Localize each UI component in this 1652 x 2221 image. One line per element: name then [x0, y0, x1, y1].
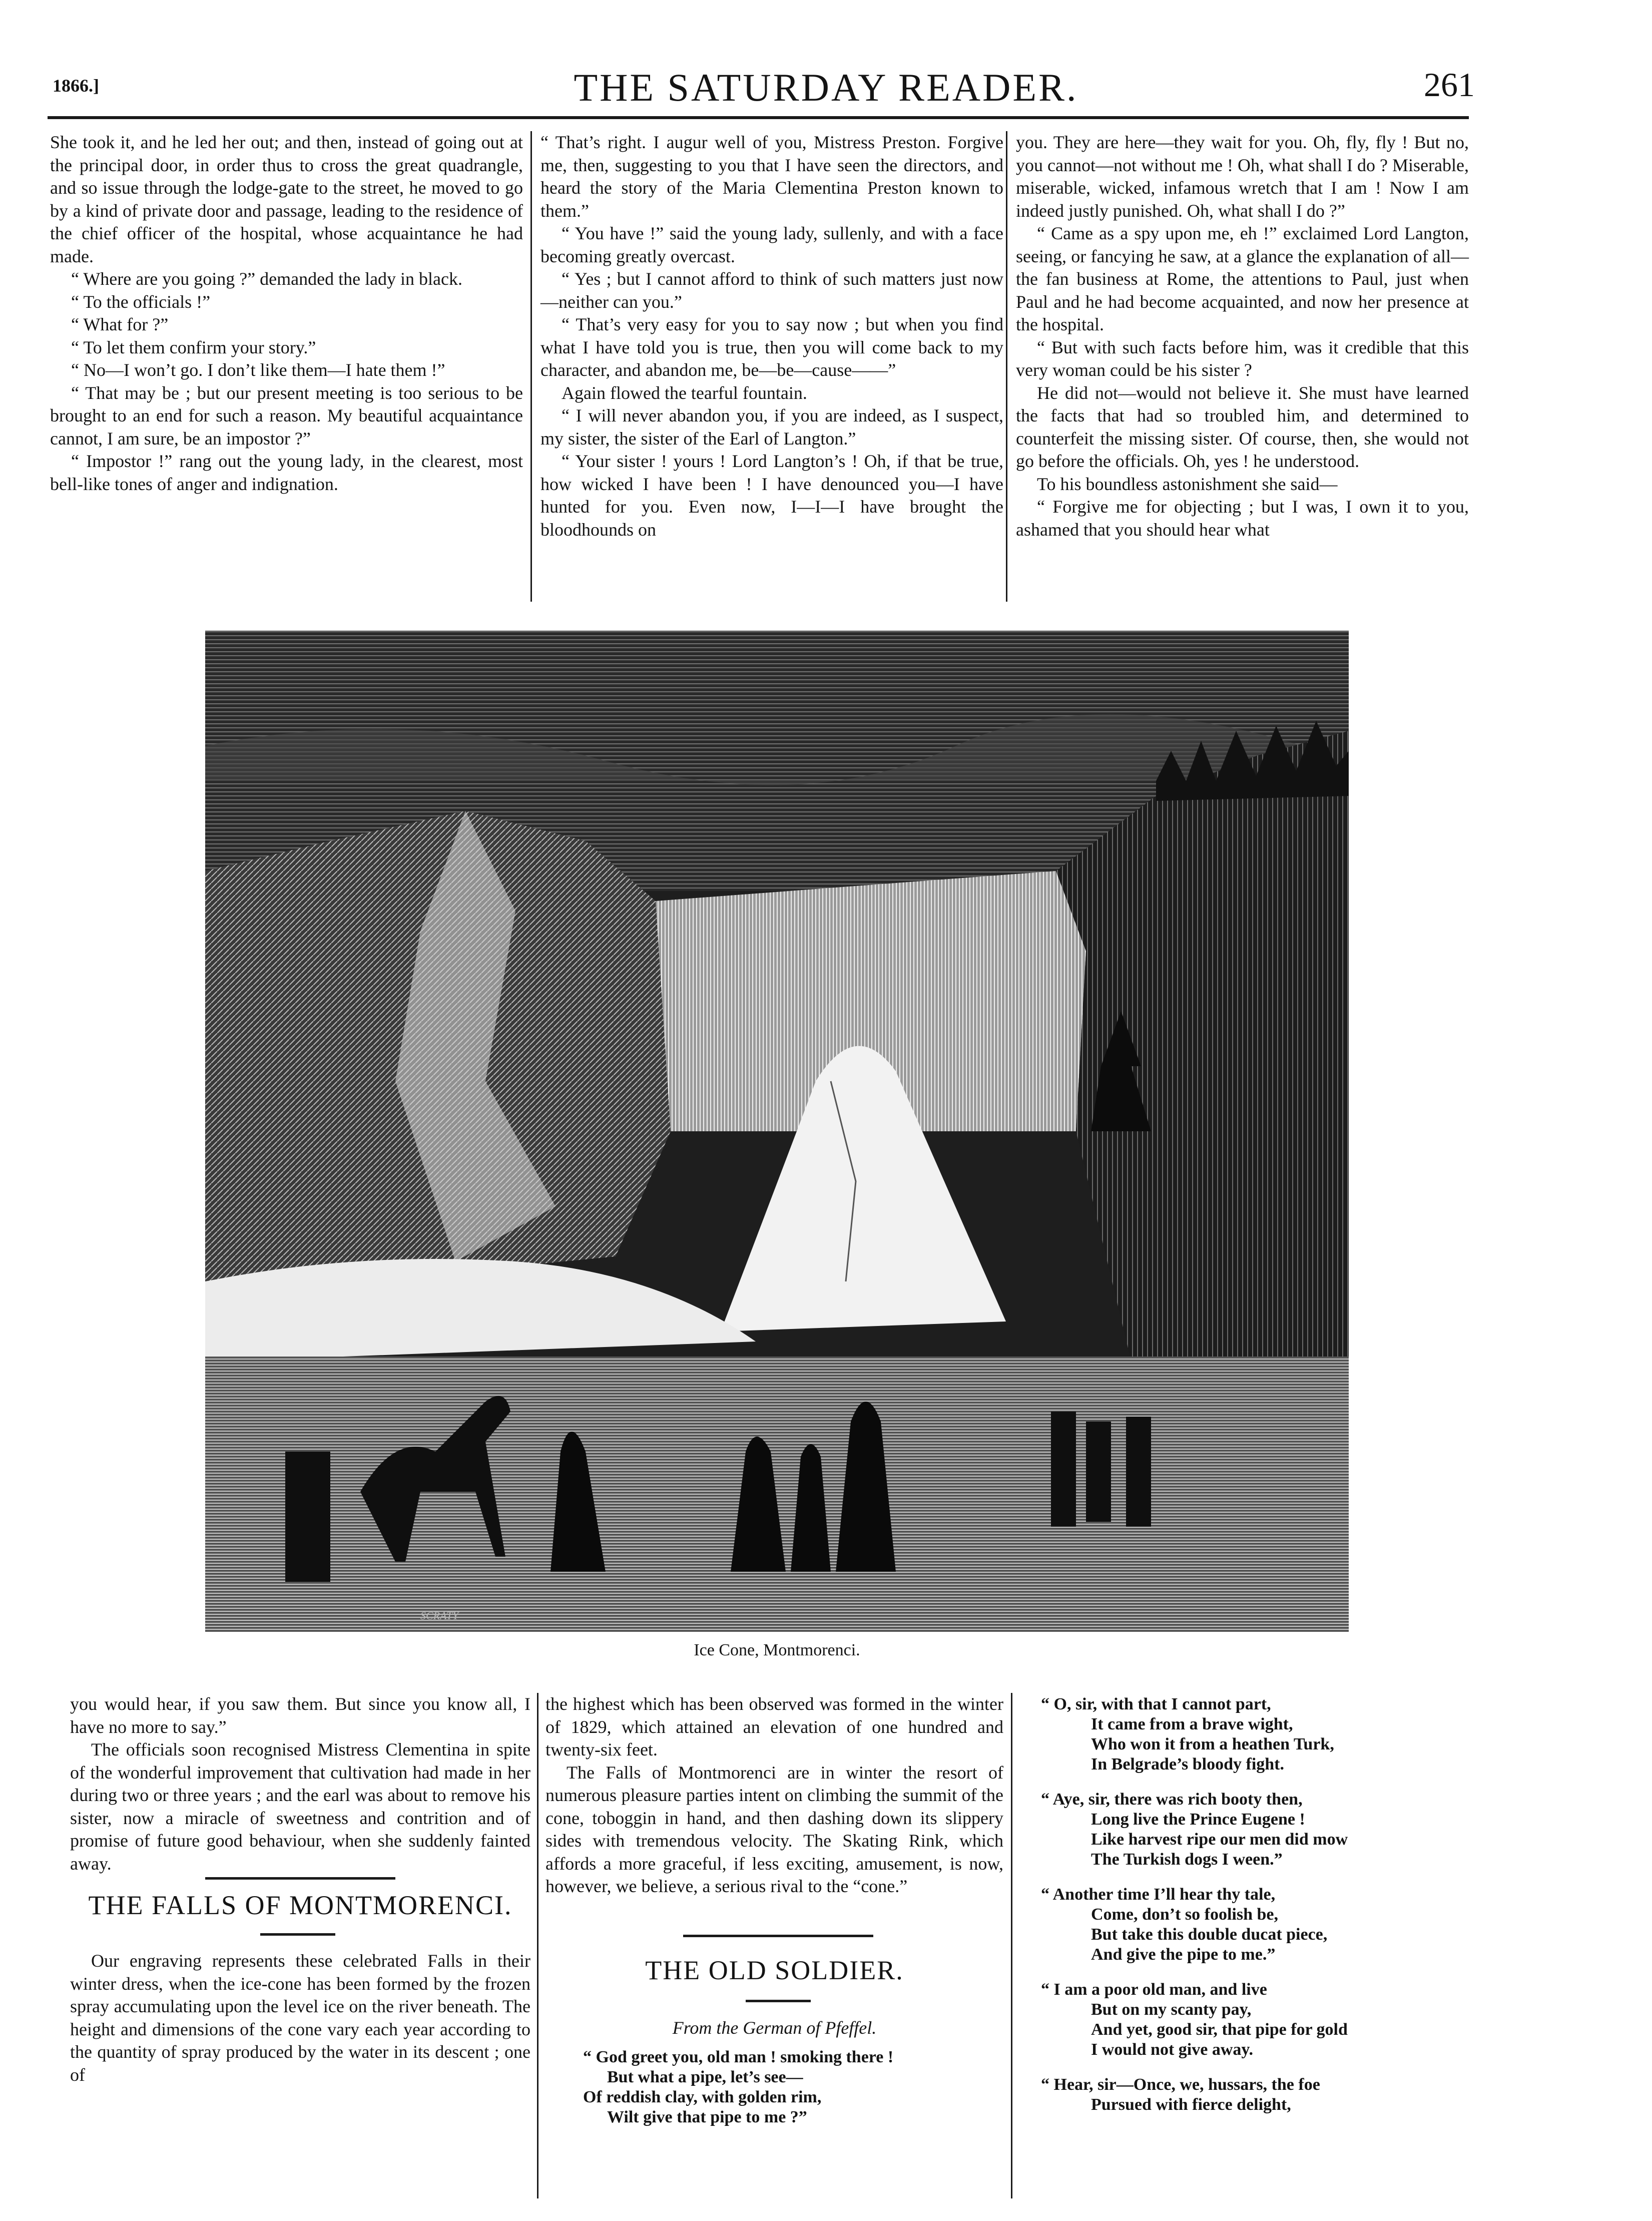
paragraph: you. They are here—they wait for you. Oh, fly, fly ! But no, you cannot—not without me ! Oh, what shall I do ? Miserable, miserable, wicked, infamous wretch that I am ! Now I am indeed justly punished. Oh, what shall I do ?”	[1016, 132, 1469, 221]
poem-line: Pursued with fierce delight,	[1091, 2095, 1291, 2114]
column-divider	[1011, 1693, 1012, 2198]
paragraph: He did not—would not believe it. She must have learned the facts that had so troubled him, and determined to counterfeit the missing sister. Of course, then, she would not go before the officials. Oh, yes ! he understood.	[1016, 382, 1469, 471]
poem-stanza	[1041, 2075, 1471, 2115]
poem-line: In Belgrade’s bloody fight.	[1091, 1755, 1285, 1773]
poem-line: But on my scanty pay,	[1091, 2000, 1252, 2019]
poem-line: The Turkish dogs I ween.”	[1091, 1850, 1283, 1869]
paragraph: “ But with such facts before him, was it credible that this very woman could be his sister ?	[1016, 337, 1469, 380]
poem-line: “ God greet you, old man ! smoking there !	[583, 2048, 894, 2066]
paragraph: “ That’s very easy for you to say now ; but when you find what I have told you is true, then you will come back to my character, and abandon me, be—be—cause——”	[540, 314, 1003, 380]
falls-article-start	[70, 1950, 530, 2086]
column-divider	[530, 131, 532, 602]
paragraph: “ Yes ; but I cannot afford to think of such matters just now—neither can you.”	[540, 269, 1003, 312]
page-number: 261	[1424, 66, 1475, 104]
poem-stanza	[583, 2047, 993, 2127]
paragraph: “ Impostor !” rang out the young lady, in the clearest, most bell-like tones of anger and indignation.	[50, 451, 523, 494]
paragraph: “ Came as a spy upon me, eh !” exclaimed Lord Langton, seeing, or fancying he saw, at a glance the explanation of all—the fan business at Rome, the attentions to Paul, just when Paul and he had become acquainted, and now her presence at the hospital.	[1016, 223, 1469, 334]
paragraph: “ What for ?”	[71, 314, 169, 334]
paragraph: the highest which has been observed was formed in the winter of 1829, which attained an elevation of one hundred and twenty-six feet.	[545, 1694, 1003, 1759]
engraver-signature: SCRATY	[420, 1609, 459, 1622]
header-date: 1866.]	[53, 76, 99, 96]
poem-stanza	[1041, 1980, 1471, 2060]
top-column-3	[1016, 131, 1469, 541]
poem-line: And give the pipe to me.”	[1091, 1945, 1276, 1964]
poem-line: “ Aye, sir, there was rich booty then,	[1041, 1790, 1303, 1809]
poem-line: “ O, sir, with that I cannot part,	[1041, 1695, 1271, 1713]
column-divider	[537, 1693, 538, 2198]
paragraph: Again flowed the tearful fountain.	[562, 382, 807, 403]
paragraph: “ That may be ; but our present meeting is too serious to be brought to an end for such a reason. My beautiful acquaintance cannot, I am sure, be an impostor ?”	[50, 382, 523, 449]
paragraph: “ No—I won’t go. I don’t like them—I hate them !”	[71, 360, 445, 380]
poem-stanza	[1041, 1885, 1471, 1965]
paragraph: you would hear, if you saw them. But since you know all, I have no more to say.”	[70, 1694, 530, 1737]
poem-line: “ Hear, sir—Once, we, hussars, the foe	[1041, 2075, 1320, 2094]
paragraph: To his boundless astonishment she said—	[1037, 474, 1338, 494]
poem-stanza	[1041, 1694, 1471, 1774]
top-column-1	[50, 131, 523, 496]
poem-line: I would not give away.	[1091, 2040, 1253, 2059]
paragraph: She took it, and he led her out; and then, instead of going out at the principal door, in order thus to cross the great quadrangle, and so issue through the lodge-gate to the street, he moved to go by a kind of private door and passage, leading to the residence of the chief officer of the hospital, whose acquaintance he had made.	[50, 132, 523, 266]
falls-section-title: THE FALLS OF MONTMORENCI.	[88, 1890, 512, 1920]
section-rule	[205, 1877, 395, 1880]
poem-attribution: From the German of Pfeffel.	[672, 2018, 877, 2038]
poem-column-2	[583, 2047, 993, 2142]
poem-line: “ Another time I’ll hear thy tale,	[1041, 1885, 1276, 1904]
poem-line: It came from a brave wight,	[1091, 1715, 1293, 1733]
poem-column-3	[1041, 1694, 1471, 2130]
ice-cone-engraving	[205, 631, 1349, 1632]
paragraph: “ That’s right. I augur well of you, Mistress Preston. Forgive me, then, suggesting to you that I have seen the directors, and heard the story of the Maria Clementina Preston known to them.”	[540, 132, 1003, 221]
poem-line: Like harvest ripe our men did mow	[1091, 1830, 1348, 1849]
paragraph: “ To let them confirm your story.”	[71, 337, 316, 357]
paragraph: “ You have !” said the young lady, sullenly, and with a face becoming greatly overcast.	[540, 223, 1003, 266]
poem-line: And yet, good sir, that pipe for gold	[1091, 2020, 1348, 2039]
poem-line: Of reddish clay, with golden rim,	[583, 2088, 822, 2106]
poem-line: Wilt give that pipe to me ?”	[607, 2108, 807, 2126]
header-rule	[48, 116, 1469, 119]
column-divider	[1006, 131, 1007, 602]
paragraph: “ Forgive me for objecting ; but I was, I own it to you, ashamed that you should hear what	[1016, 497, 1469, 540]
section-rule	[260, 1933, 335, 1936]
bottom-column-1	[70, 1693, 530, 1875]
bottom-column-2	[545, 1693, 1003, 1898]
section-rule	[683, 1935, 873, 1937]
poem-line: Long live the Prince Eugene !	[1091, 1810, 1305, 1829]
paragraph: The Falls of Montmorenci are in winter the resort of numerous pleasure parties intent on climbing the summit of the cone, toboggin in hand, and then dashing down its slippery sides with tremendous velocity. The Skating Rink, which affords a more graceful, if less exciting, amusement, is now, however, we believe, a serious rival to the “cone.”	[545, 1762, 1003, 1896]
poem-line: But what a pipe, let’s see—	[607, 2068, 803, 2086]
top-column-2	[540, 131, 1003, 541]
paragraph: “ To the officials !”	[71, 291, 211, 312]
paragraph: “ Where are you going ?” demanded the lady in black.	[71, 269, 463, 289]
masthead-title: THE SATURDAY READER.	[574, 66, 1078, 109]
poem-line: Who won it from a heathen Turk,	[1091, 1735, 1334, 1753]
poem-stanza	[1041, 1790, 1471, 1870]
paragraph: “ I will never abandon you, if you are indeed, as I suspect, my sister, the sister of the Earl of Langton.”	[540, 405, 1003, 449]
paragraph: Our engraving represents these celebrated Falls in their winter dress, when the ice-cone has been formed by the frozen spray accumulating upon the level ice on the river beneath. The height and dimensions of the cone vary each year according to the quantity of spray produced by the water in its descent ; one of	[70, 1951, 530, 2085]
paragraph: The officials soon recognised Mistress Clementina in spite of the wonderful improvement that cultivation had made in her during two or three years ; and the earl was about to remove his sister, now a miracle of sweetness and contrition and of promise of future good behaviour, when she suddenly fainted away.	[70, 1739, 530, 1874]
poem-line: “ I am a poor old man, and live	[1041, 1980, 1267, 1999]
section-rule	[746, 2000, 811, 2002]
illustration-caption: Ice Cone, Montmorenci.	[694, 1641, 860, 1659]
soldier-section-title: THE OLD SOLDIER.	[645, 1955, 904, 1985]
poem-line: But take this double ducat piece,	[1091, 1925, 1328, 1944]
poem-line: Come, don’t so foolish be,	[1091, 1905, 1279, 1924]
paragraph: “ Your sister ! yours ! Lord Langton’s ! Oh, if that be true, how wicked I have been ! I have denounced you—I have hunted for you. Even now, I—I—I have brought the bloodhounds on	[540, 451, 1003, 540]
